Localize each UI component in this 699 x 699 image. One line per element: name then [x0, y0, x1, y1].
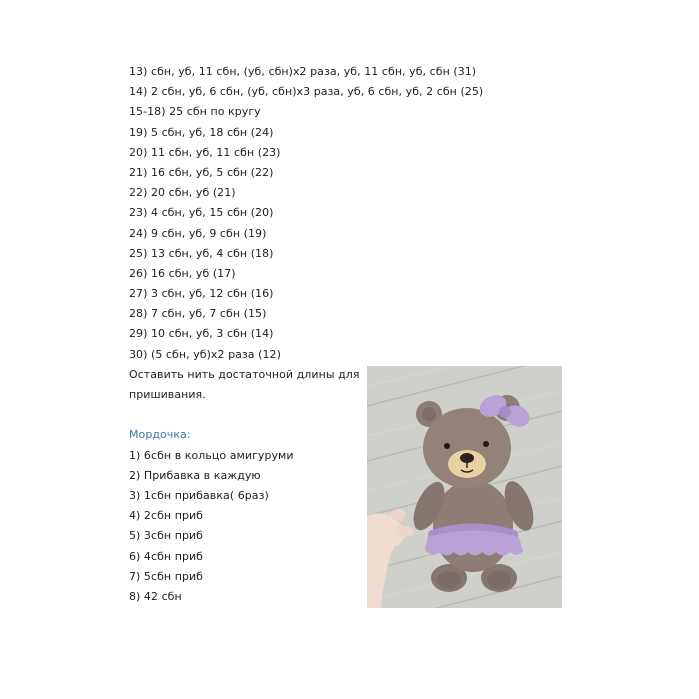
pattern-row: 7) 5сбн приб	[129, 569, 204, 583]
pattern-row: 23) 4 сбн, уб, 15 сбн (20)	[129, 206, 274, 220]
pattern-row: 20) 11 сбн, уб, 11 сбн (23)	[129, 145, 281, 159]
pattern-row: 1) 6сбн в кольцо амигуруми	[129, 448, 294, 462]
pattern-row: 30) (5 сбн, уб)x2 раза (12)	[129, 347, 281, 361]
pattern-row: 22) 20 сбн, уб (21)	[129, 186, 236, 200]
pattern-row: 24) 9 сбн, уб, 9 сбн (19)	[129, 226, 267, 240]
pattern-row: 4) 2сбн приб	[129, 509, 204, 523]
pattern-row: 6) 4сбн приб	[129, 549, 204, 563]
pattern-row: 27) 3 сбн, уб, 12 сбн (16)	[129, 287, 274, 301]
teddy-bear-photo	[367, 366, 562, 608]
pattern-row: 5) 3сбн приб	[129, 529, 204, 543]
pattern-row: 28) 7 сбн, уб, 7 сбн (15)	[129, 307, 267, 321]
pattern-row: 15-18) 25 сбн по кругу	[129, 105, 261, 119]
teddy-bear-illustration	[367, 366, 562, 608]
pattern-row: 29) 10 сбн, уб, 3 сбн (14)	[129, 327, 274, 341]
pattern-row: 25) 13 сбн, уб, 4 сбн (18)	[129, 246, 274, 260]
section-heading: Мордочка:	[129, 428, 191, 442]
pattern-row: 2) Прибавка в каждую	[129, 468, 261, 482]
pattern-row: 26) 16 сбн, уб (17)	[129, 266, 236, 280]
finishing-note: Оставить нить достаточной длины для	[129, 367, 360, 381]
pattern-row: 3) 1сбн прибавка( 6раз)	[129, 488, 269, 502]
pattern-row: 8) 42 сбн	[129, 589, 182, 603]
pattern-row: 13) сбн, уб, 11 сбн, (уб, сбн)x2 раза, уб, 11 сбн, уб, сбн (31)	[129, 65, 477, 78]
finishing-note: пришивания.	[129, 388, 206, 401]
pattern-row: 19) 5 сбн, уб, 18 сбн (24)	[129, 125, 274, 139]
pattern-row: 21) 16 сбн, уб, 5 сбн (22)	[129, 165, 274, 179]
rows-block-top	[129, 62, 489, 405]
pattern-row: 14) 2 сбн, уб, 6 сбн, (уб, сбн)x3 раза, уб, 6 сбн, уб, 2 сбн (25)	[129, 85, 484, 99]
